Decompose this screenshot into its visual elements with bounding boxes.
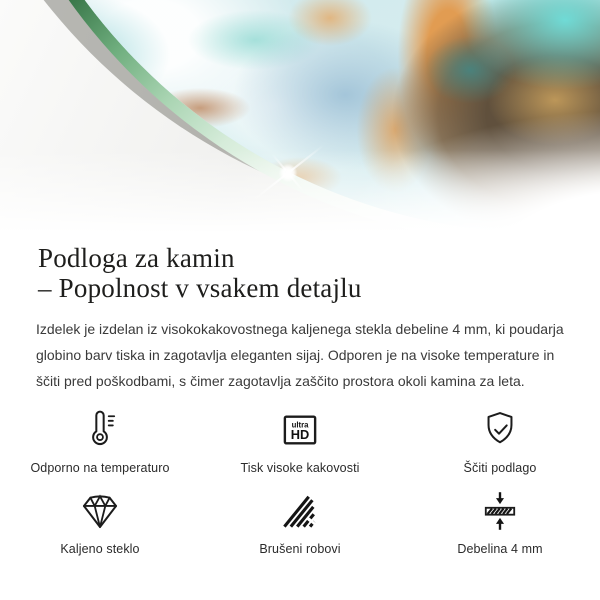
diamond-icon	[78, 489, 122, 533]
svg-text:HD: HD	[290, 427, 310, 443]
feature-tempered-glass	[0, 489, 200, 556]
polished-edges-icon	[278, 489, 322, 533]
product-photo	[0, 0, 600, 235]
feature-temperature	[0, 408, 200, 475]
page-title-line1: Podloga za kamin	[38, 243, 235, 273]
feature-grid	[0, 408, 600, 556]
feature-print-quality	[200, 408, 400, 475]
page-title	[38, 243, 570, 303]
feature-label: Odporno na temperaturo	[30, 461, 170, 475]
product-description: Izdelek je izdelan iz visokokakovostnega kaljenega stekla debeline 4 mm, ki poudarja globino barv tiska in zagotavlja eleganten sijaj. Odporen je na visoke temperature in ščiti pred poškodbami, s čimer zagotavlja zaščito prostora okoli kamina za leta.	[36, 321, 564, 389]
thickness-icon	[478, 489, 522, 533]
shield-check-icon	[478, 408, 522, 452]
ultra-hd-icon	[278, 408, 322, 452]
feature-label: Brušeni robovi	[259, 542, 341, 556]
feature-protection	[400, 408, 600, 475]
feature-label: Debelina 4 mm	[457, 542, 543, 556]
feature-polished-edges	[200, 489, 400, 556]
feature-label: Kaljeno steklo	[60, 542, 140, 556]
page-title-line2: – Popolnost v vsakem detajlu	[38, 273, 362, 303]
thermometer-icon	[78, 408, 122, 452]
feature-thickness	[400, 489, 600, 556]
svg-text:ultra: ultra	[291, 420, 309, 430]
feature-label: Tisk visoke kakovosti	[240, 461, 360, 475]
feature-label: Ščiti podlago	[463, 461, 537, 475]
